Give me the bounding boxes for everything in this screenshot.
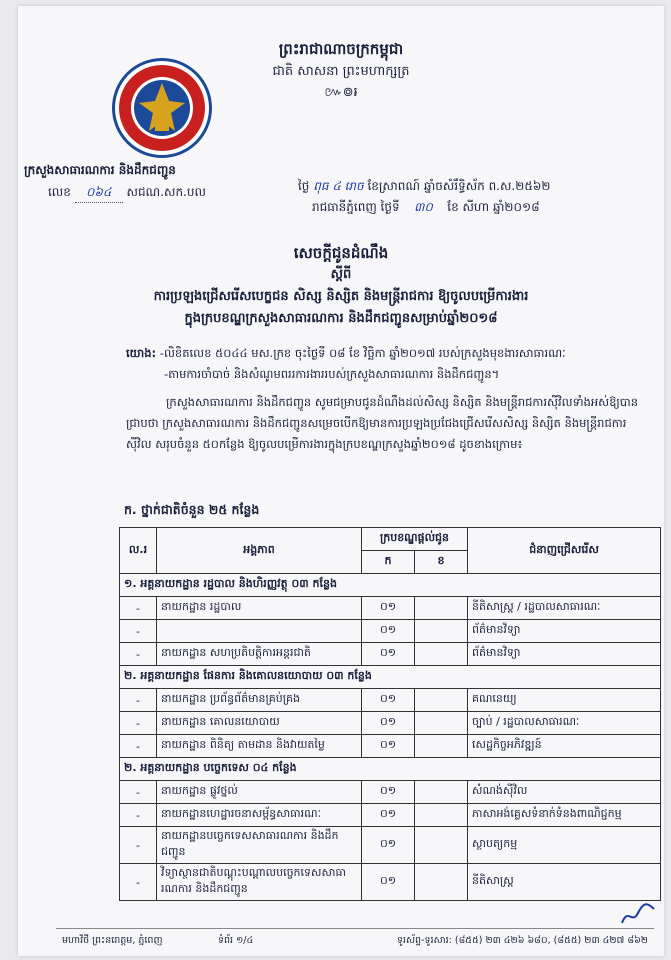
cell-quota-b <box>415 864 468 901</box>
cell-no: - <box>120 643 157 666</box>
table-row <box>120 689 661 712</box>
cell-no: - <box>120 827 157 864</box>
doc-title: សេចក្តីជូនដំណឹង <box>293 244 389 262</box>
refs-label: យោង: <box>126 346 157 360</box>
cell-quota-b <box>415 643 468 666</box>
cell-quota-a: ០១ <box>362 781 415 804</box>
motto-ornament: ៚៙៛ <box>324 85 358 100</box>
ministry-emblem-icon <box>115 61 209 155</box>
table-group-row <box>120 758 661 781</box>
cell-no: - <box>120 689 157 712</box>
refs-line1: -លិខិតលេខ ៥០៤៤ មស.ក្រខ ចុះថ្ងៃទី ០៨ ខែ វិច្ឆិកា ឆ្នាំ២០១៧ របស់ក្រសួងមុខងារសាធារណៈ <box>159 346 566 360</box>
cell-quota-a: ០១ <box>362 712 415 735</box>
cell-quota-a: ០១ <box>362 689 415 712</box>
col-skill: ជំនាញជ្រើសរើស <box>468 528 661 574</box>
references <box>126 343 646 385</box>
table-row <box>120 620 661 643</box>
cell-quota-b <box>415 827 468 864</box>
cell-skill: ស្ថាបត្យកម្ម <box>468 827 661 864</box>
cell-skill: ព័ត៌មានវិទ្យា <box>468 643 661 666</box>
ref-number: ០៦៤ <box>75 184 123 203</box>
cell-skill: នីតិសាស្ត្រ <box>468 864 661 901</box>
table-row <box>120 781 661 804</box>
cell-quota-a: ០១ <box>362 804 415 827</box>
cell-skill: សេដ្ឋកិច្ចអភិវឌ្ឍន៍ <box>468 735 661 758</box>
cell-no: - <box>120 712 157 735</box>
section-label: ក. ថ្នាក់ជាតិចំនួន ២៥ កន្លែង <box>124 502 260 517</box>
cell-unit <box>157 620 362 643</box>
cell-no: - <box>120 781 157 804</box>
solar-rest: ខែ សីហា ឆ្នាំ២០១៨ <box>447 200 540 214</box>
document-page <box>18 6 664 956</box>
cell-quota-b <box>415 712 468 735</box>
footer-phone: ទូរស័ព្ទ-ទូរសារ: (៨៥៥) ២៣ ៤២៦ ៦៨០, (៨៥៥) ២៣ ៤២៧ ៨៦២ <box>396 935 648 946</box>
cell-quota-a: ០១ <box>362 864 415 901</box>
cell-unit: នាយកដ្ឋានបច្ចេកទេសសាធារណការ និងដឹកជញ្ជូន <box>157 827 362 864</box>
cell-quota-b <box>415 781 468 804</box>
lunar-handwritten: ពុធ ៤ រោច <box>313 179 364 193</box>
quota-table <box>119 527 661 901</box>
cell-unit: នាយកដ្ឋាន សហប្រតិបត្តិការអន្តរជាតិ <box>157 643 362 666</box>
cell-quota-a: ០១ <box>362 643 415 666</box>
footer-address: មហាវិថី ព្រះនរោត្តម, ភ្នំពេញ <box>62 935 163 946</box>
doc-subtitle: ស្តីពី <box>330 267 352 282</box>
doc-subject-line1: ការប្រឡងជ្រើសរើសបេក្ខជន សិស្ស និស្សិត និងមន្ត្រីរាជការ ឱ្យចូលបម្រើការងារ <box>153 289 529 304</box>
table-row <box>120 597 661 620</box>
table-row <box>120 643 661 666</box>
lunar-date <box>298 178 550 196</box>
cell-quota-b <box>415 620 468 643</box>
cell-unit: នាយកដ្ឋាន រដ្ឋបាល <box>157 597 362 620</box>
ministry-name: ក្រសួងសាធារណការ និងដឹកជញ្ជូន <box>24 163 176 177</box>
solar-day: ៣០ <box>414 200 433 214</box>
ref-suffix: សជណ.សក.បល <box>126 185 206 199</box>
footer-page: ទំព័រ ១/៤ <box>218 935 254 946</box>
table-row <box>120 827 661 864</box>
motto: ជាតិ សាសនា ព្រះមហាក្សត្រ <box>272 64 410 79</box>
cell-no: - <box>120 804 157 827</box>
table-group-row <box>120 666 661 689</box>
solar-prefix: រាជធានីភ្នំពេញ ថ្ងៃទី <box>312 200 400 214</box>
cell-quota-b <box>415 689 468 712</box>
ref-prefix: លេខ <box>48 185 71 199</box>
cell-no: - <box>120 864 157 901</box>
cell-skill: ភាសាអង់គ្លេសទំនាក់ទំនងពាណិជ្ជកម្ម <box>468 804 661 827</box>
cell-unit: នាយកដ្ឋាន ប្រព័ន្ធព័ត៌មានគ្រប់គ្រង <box>157 689 362 712</box>
cell-quota-a: ០១ <box>362 620 415 643</box>
col-quota-b: ខ <box>415 551 468 574</box>
col-quota-a: ក <box>362 551 415 574</box>
cell-unit: នាយកដ្ឋាន គោលនយោបាយ <box>157 712 362 735</box>
table-row <box>120 864 661 901</box>
refs-line2: -តាមការចាំបាច់ និងសំណូមពររការងាររបស់ក្រសួងសាធារណការ និងដឹកជញ្ជូន។ <box>164 367 500 381</box>
group-title: ១. អគ្គនាយកដ្ឋាន រដ្ឋបាល និងហិរញ្ញវត្ថុ ០៣ កន្លែង <box>120 574 661 597</box>
cell-unit: នាយកដ្ឋាន ផ្លូវថ្នល់ <box>157 781 362 804</box>
body-paragraph: ក្រសួងសាធារណការ និងដឹកជញ្ជូន សូមជម្រាបជូនដំណឹងដល់សិស្ស និស្សិត និងមន្ត្រីរាជការស៊ីវិលទាំងអស់ឱ្យបានជ្រាបថា ក្រសួងសាធារណការ និងដឹកជញ្ជូនសម្រេចបើកឱ្យមានការប្រឡងប្រជែងជ្រើសរើសសិស្ស និស្សិត និងមន្ត្រីរាជការស៊ីវិល សរុបចំនួន ៥០កន្លែង ឱ្យចូលបម្រើការងារក្នុងក្របខណ្ឌក្រសួងឆ្នាំ២០១៨ ដូចខាងក្រោម៖ <box>126 395 639 451</box>
cell-quota-a: ០១ <box>362 827 415 864</box>
table-group-row <box>120 574 661 597</box>
col-unit: អង្គភាព <box>157 528 362 574</box>
signature-initial-icon <box>618 899 658 929</box>
ministry-logo <box>112 58 212 158</box>
cell-quota-b <box>415 597 468 620</box>
group-title: ២. អគ្គនាយកដ្ឋាន បច្ចេកទេស ០៤ កន្លែង <box>120 758 661 781</box>
group-title: ២. អគ្គនាយកដ្ឋាន ផែនការ និងគោលនយោបាយ ០៣ កន្លែង <box>120 666 661 689</box>
cell-unit: នាយកដ្ឋាន ពិនិត្យ តាមដាន និងវាយតម្លៃ <box>157 735 362 758</box>
solar-date <box>312 199 540 217</box>
cell-quota-b <box>415 804 468 827</box>
cell-quota-b <box>415 735 468 758</box>
cell-no: - <box>120 735 157 758</box>
col-quota: ក្របខណ្ឌផ្តល់ជូន <box>362 528 468 551</box>
table-row <box>120 804 661 827</box>
cell-skill: សំណង់ស៊ីវិល <box>468 781 661 804</box>
cell-quota-a: ០១ <box>362 597 415 620</box>
cell-quota-a: ០១ <box>362 735 415 758</box>
cell-unit: នាយកដ្ឋានហេដ្ឋារចនាសម្ព័ន្ធសាធារណៈ <box>157 804 362 827</box>
cell-skill: គណនេយ្យ <box>468 689 661 712</box>
col-no: ល.រ <box>120 528 157 574</box>
cell-skill: ច្បាប់ / រដ្ឋបាលសាធារណៈ <box>468 712 661 735</box>
table-row <box>120 735 661 758</box>
lunar-rest: ខែស្រាពណ៍ ឆ្នាំចសំរឹទ្ធិស័ក ព.ស.២៥៦២ <box>367 179 551 193</box>
kingdom-heading: ព្រះរាជាណាចក្រកម្ពុជា <box>278 40 404 58</box>
cell-skill: នីតិសាស្ត្រ / រដ្ឋបាលសាធារណៈ <box>468 597 661 620</box>
cell-no: - <box>120 620 157 643</box>
cell-skill: ព័ត៌មានវិទ្យា <box>468 620 661 643</box>
footer-divider <box>56 928 654 929</box>
table-row <box>120 712 661 735</box>
doc-subject-line2: ក្នុងក្របខណ្ឌក្រសួងសាធារណការ និងដឹកជញ្ជូនសម្រាប់ឆ្នាំ២០១៨ <box>184 311 498 326</box>
reference-number <box>48 184 206 203</box>
cell-no: - <box>120 597 157 620</box>
lunar-prefix: ថ្ងៃ <box>298 179 310 193</box>
cell-unit: វិទ្យាស្ថានជាតិបណ្តុះបណ្តាលបច្ចេកទេសសាធារណការ និងដឹកជញ្ជូន <box>157 864 362 901</box>
